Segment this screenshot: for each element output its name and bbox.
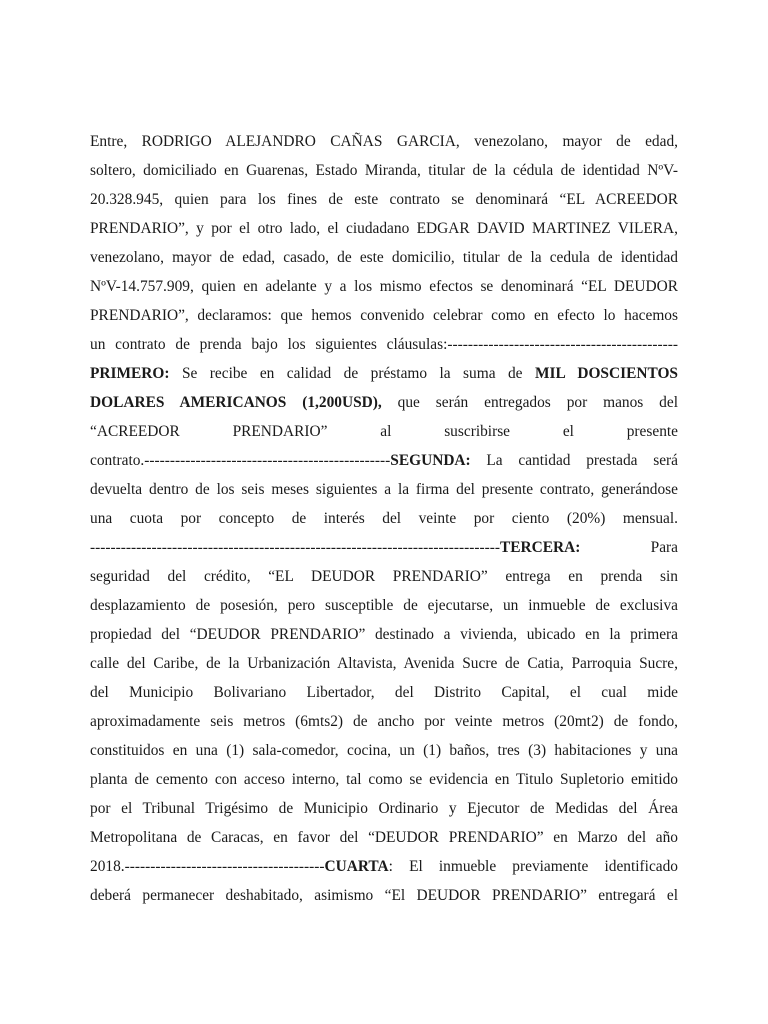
text-line	[90, 736, 678, 765]
text-segment: desplazamiento de posesión, pero susceptible de ejecutarse, un inmueble de exclusiva	[90, 597, 678, 614]
text-line	[90, 359, 678, 388]
text-line	[90, 678, 678, 707]
document-page	[90, 127, 678, 910]
bold-clause-label: TERCERA:	[500, 539, 581, 556]
bold-clause-label: SEGUNDA:	[390, 452, 471, 469]
text-segment: propiedad del “DEUDOR PRENDARIO” destinado a vivienda, ubicado en la primera	[90, 626, 678, 643]
text-segment: --------------------------------------------------------------------------------	[90, 539, 501, 556]
text-segment: un contrato de prenda bajo los siguientes cláusulas:---------------------------------------------	[90, 336, 678, 353]
text-segment: aproximadamente seis metros (6mts2) de ancho por veinte metros (20mt2) de fondo,	[90, 713, 678, 730]
text-segment: soltero, domiciliado en Guarenas, Estado Miranda, titular de la cédula de identidad NºV-	[90, 162, 678, 179]
text-segment: PRENDARIO”, y por el otro lado, el ciudadano EDGAR DAVID MARTINEZ VILERA,	[90, 220, 678, 237]
text-segment: del Municipio Bolivariano Libertador, del Distrito Capital, el cual mide	[90, 684, 678, 701]
text-line	[90, 533, 678, 562]
text-line	[90, 446, 678, 475]
text-line	[90, 765, 678, 794]
text-segment: constituidos en una (1) sala-comedor, cocina, un (1) baños, tres (3) habitaciones y una	[90, 742, 678, 759]
text-segment: por el Tribunal Trigésimo de Municipio Ordinario y Ejecutor de Medidas del Área	[90, 800, 678, 817]
text-line	[90, 156, 678, 185]
text-line	[90, 794, 678, 823]
text-segment: NºV-14.757.909, quien en adelante y a los mismo efectos se denominará “EL DEUDOR	[90, 278, 678, 295]
text-segment: venezolano, mayor de edad, casado, de este domicilio, titular de la cedula de identidad	[90, 249, 678, 266]
text-segment: calle del Caribe, de la Urbanización Altavista, Avenida Sucre de Catia, Parroquia Sucre,	[90, 655, 678, 672]
text-line	[90, 591, 678, 620]
bold-clause-label: PRIMERO:	[90, 365, 170, 382]
text-line	[90, 388, 678, 417]
text-segment: : El inmueble previamente identificado	[388, 858, 678, 875]
text-segment: Entre, RODRIGO ALEJANDRO CAÑAS GARCIA, venezolano, mayor de edad,	[90, 133, 678, 150]
text-line	[90, 649, 678, 678]
bold-clause-label: CUARTA	[324, 858, 389, 875]
text-segment: Metropolitana de Caracas, en favor del “DEUDOR PRENDARIO” en Marzo del año	[90, 829, 678, 846]
text-line	[90, 127, 678, 156]
text-line	[90, 301, 678, 330]
text-segment: devuelta dentro de los seis meses siguientes a la firma del presente contrato, generándose	[90, 481, 678, 498]
text-line	[90, 707, 678, 736]
text-line	[90, 562, 678, 591]
text-line	[90, 475, 678, 504]
bold-clause-label: DOLARES AMERICANOS (1,200USD),	[90, 394, 382, 411]
text-line	[90, 330, 678, 359]
text-segment: planta de cemento con acceso interno, tal como se evidencia en Titulo Supletorio emitido	[90, 771, 678, 788]
text-line	[90, 620, 678, 649]
text-segment: “ACREEDOR PRENDARIO” al suscribirse el presente	[90, 423, 678, 440]
text-segment: Para	[580, 539, 678, 556]
text-segment: 20.328.945, quien para los fines de este contrato se denominará “EL ACREEDOR	[90, 191, 678, 208]
text-line	[90, 852, 678, 881]
text-segment: 2018.---------------------------------------	[90, 858, 325, 875]
text-line	[90, 417, 678, 446]
text-line	[90, 214, 678, 243]
text-segment: contrato.------------------------------------------------	[90, 452, 391, 469]
text-segment: La cantidad prestada será	[470, 452, 678, 469]
text-segment: seguridad del crédito, “EL DEUDOR PRENDARIO” entrega en prenda sin	[90, 568, 678, 585]
text-segment: deberá permanecer deshabitado, asimismo “El DEUDOR PRENDARIO” entregará el	[90, 887, 678, 904]
text-segment: Se recibe en calidad de préstamo la suma de	[169, 365, 535, 382]
text-line	[90, 881, 678, 910]
text-segment: una cuota por concepto de interés del veinte por ciento (20%) mensual.	[90, 510, 678, 527]
bold-clause-label: MIL DOSCIENTOS	[534, 365, 678, 382]
text-segment: que serán entregados por manos del	[381, 394, 678, 411]
text-line	[90, 823, 678, 852]
text-segment: PRENDARIO”, declaramos: que hemos convenido celebrar como en efecto lo hacemos	[90, 307, 678, 324]
text-line	[90, 243, 678, 272]
text-line	[90, 272, 678, 301]
text-line	[90, 504, 678, 533]
text-line	[90, 185, 678, 214]
